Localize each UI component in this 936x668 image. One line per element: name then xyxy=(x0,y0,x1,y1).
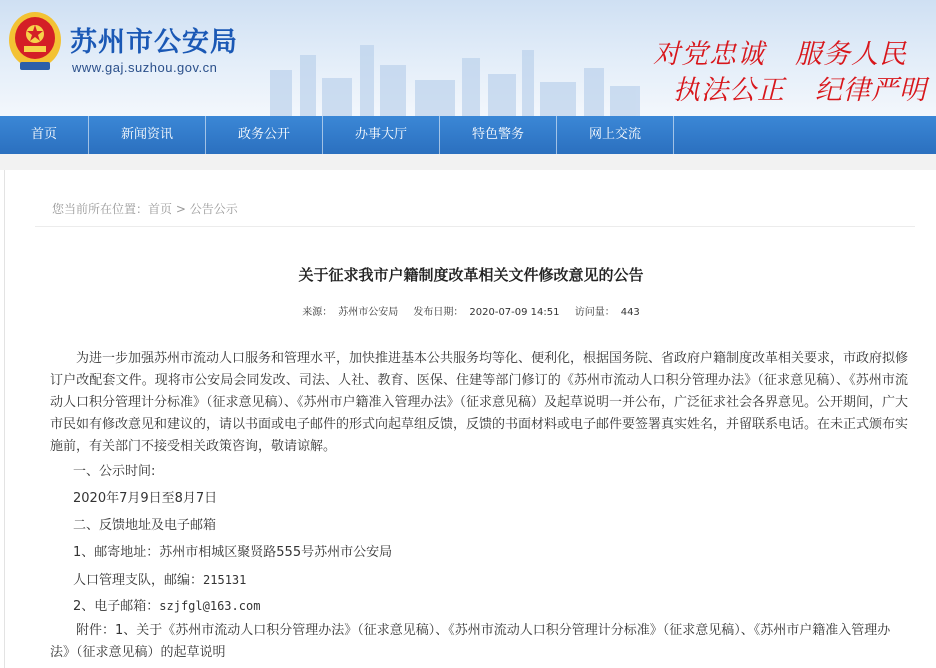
site-url[interactable]: www.gaj.suzhou.gov.cn xyxy=(72,60,218,75)
mailing-address: 1、邮寄地址：苏州市相城区聚贤路555号苏州市公安局 xyxy=(73,545,393,560)
source-value: 苏州市公安局 xyxy=(338,307,399,318)
date-label: 发布日期： xyxy=(413,307,464,318)
nav-item-news[interactable]: 新闻资讯 xyxy=(89,116,206,154)
breadcrumb-separator: > xyxy=(175,202,186,216)
annex-paragraph[interactable]: 附件：1、关于《苏州市流动人口积分管理办法》（征求意见稿）、《苏州市流动人口积分管理计分标准》（征求意见稿）、《苏州市户籍准入管理办法》（征求意见稿）的起草说明 xyxy=(50,623,891,660)
site-banner xyxy=(0,0,936,116)
page-gap xyxy=(0,154,936,170)
nav-item-government-affairs[interactable]: 政务公开 xyxy=(206,116,323,154)
breadcrumb-prefix: 您当前所在位置： xyxy=(52,202,149,216)
views-label: 访问量： xyxy=(574,307,615,318)
slogan-1: 对党忠诚 xyxy=(653,39,765,70)
nav-item-home[interactable]: 首页 xyxy=(0,116,89,154)
article-container xyxy=(4,170,936,668)
site-title[interactable]: 苏州市公安局 xyxy=(70,27,238,58)
article-intro-paragraph: 为进一步加强苏州市流动人口服务和管理水平，加快推进基本公共服务均等化、便利化，根据国务院、省政府户籍制度改革相关要求，市政府拟修订户改配套文件。现将市公安局会同发改、司法、人社、教育、医保、住建等部门修订的《苏州市流动人口积分管理办法》（征求意见稿）、《苏州市流动人口积分管理计分标准》（征求意见稿）、《苏州市户籍准入管理办法》（征求意见稿）及起草说明一并公布，广泛征求社会各界意见。公开期间，广大市民如有修改意见和建议的，请以书面或电子邮件的形式向起草组反馈，反馈的书面材料或电子邮件要签署真实姓名，并留联系电话。在未正式颁布实施前，有关部门不接受相关政策咨询，敬请谅解。 xyxy=(50,351,909,454)
public-period-value: 2020年7月9日至8月7日 xyxy=(73,491,218,506)
dept-postcode-line xyxy=(73,569,246,588)
section-public-period-heading: 一、公示时间: xyxy=(73,464,156,479)
nav-item-featured-policing[interactable]: 特色警务 xyxy=(440,116,557,154)
email-value[interactable]: szjfgl@163.com xyxy=(159,599,261,613)
slogan-4: 纪律严明 xyxy=(815,75,927,106)
views-value: 443 xyxy=(620,307,640,318)
dept-postcode-label: 人口管理支队，邮编： xyxy=(73,573,204,588)
slogan-3: 执法公正 xyxy=(673,75,785,106)
breadcrumb-divider xyxy=(35,226,915,227)
breadcrumb-home-link[interactable]: 首页 xyxy=(148,202,173,216)
slogan-2: 服务人民 xyxy=(795,39,907,70)
nav-item-online-communication[interactable]: 网上交流 xyxy=(557,116,674,154)
article-title: 关于征求我市户籍制度改革相关文件修改意见的公告 xyxy=(298,266,644,284)
section-feedback-heading: 二、反馈地址及电子邮箱 xyxy=(73,518,217,533)
date-value: 2020-07-09 14:51 xyxy=(469,307,560,318)
email-line xyxy=(73,595,260,614)
main-nav xyxy=(0,116,936,154)
breadcrumb xyxy=(52,200,238,217)
source-label: 来源： xyxy=(302,307,333,318)
article-meta xyxy=(5,303,936,318)
city-skyline-graphic xyxy=(250,30,650,116)
breadcrumb-current-link[interactable]: 公告公示 xyxy=(189,202,238,216)
nav-item-service-hall[interactable]: 办事大厅 xyxy=(323,116,440,154)
postcode-value: 215131 xyxy=(203,573,247,587)
email-label: 2、电子邮箱： xyxy=(73,599,160,614)
police-emblem-icon xyxy=(6,8,64,74)
